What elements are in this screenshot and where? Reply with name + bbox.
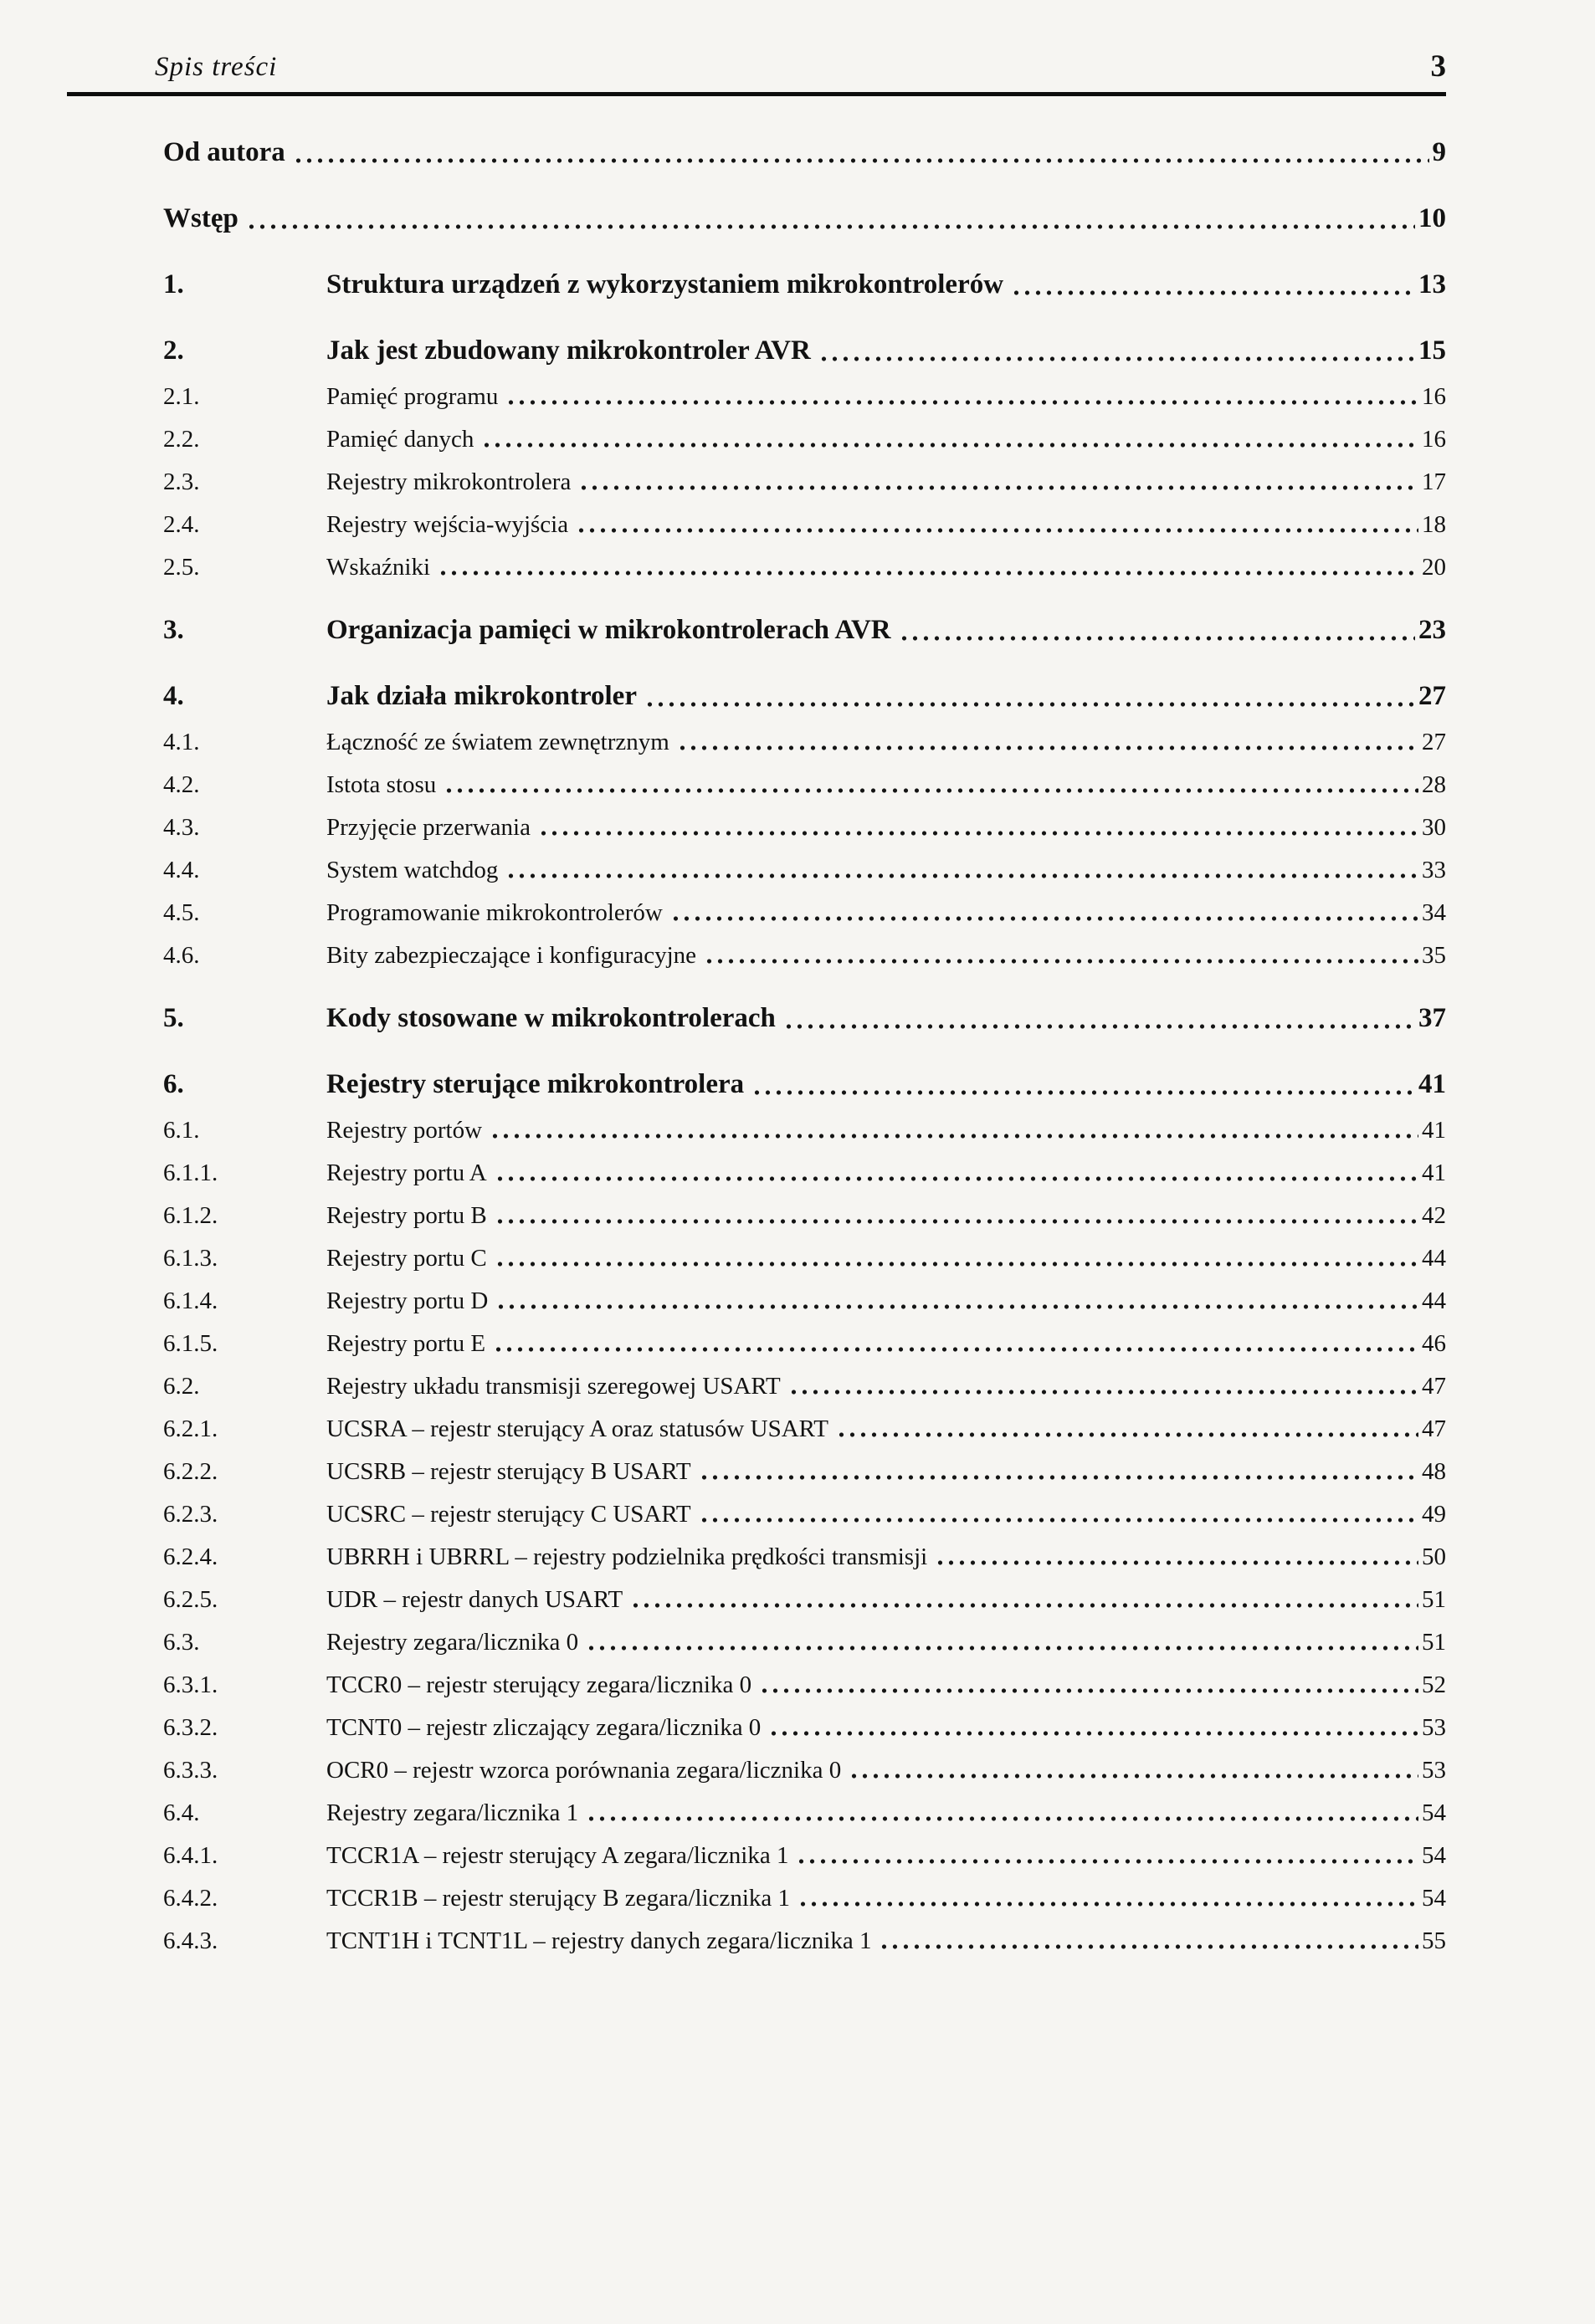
- toc-entry-title: UCSRA – rejestr sterujący A oraz statusów USART: [326, 1415, 828, 1442]
- toc-entry-number: 3.: [163, 615, 184, 645]
- toc-entry-page: 53: [1422, 1714, 1446, 1741]
- toc-dotted-leader: [481, 442, 1418, 448]
- toc-dotted-leader: [818, 356, 1415, 362]
- toc-entry-page: 54: [1422, 1842, 1446, 1869]
- toc-entry: [163, 811, 1446, 843]
- toc-entry: [163, 1584, 1446, 1615]
- toc-entry-number: 4.3.: [163, 814, 200, 841]
- toc-entry-page: 18: [1422, 511, 1446, 538]
- toc-dotted-leader: [836, 1431, 1418, 1438]
- toc-entry-page: 15: [1418, 335, 1446, 366]
- toc-entry-title: Pamięć danych: [326, 426, 474, 453]
- toc-entry: [163, 199, 1446, 238]
- toc-entry-title: Programowanie mikrokontrolerów: [326, 899, 663, 926]
- toc-entry-page: 51: [1422, 1586, 1446, 1613]
- toc-entry-title: UDR – rejestr danych USART: [326, 1586, 623, 1613]
- toc-entry: [163, 1712, 1446, 1743]
- toc-entry: [163, 999, 1446, 1037]
- toc-entry: [163, 939, 1446, 971]
- toc-entry: [163, 611, 1446, 649]
- toc-entry-title: Jak jest zbudowany mikrokontroler AVR: [326, 335, 811, 366]
- toc-entry-number: 6.2.5.: [163, 1586, 218, 1613]
- toc-entry-page: 27: [1422, 729, 1446, 755]
- toc-entry: [163, 1370, 1446, 1402]
- toc-entry: [163, 1114, 1446, 1146]
- toc-entry: [163, 1157, 1446, 1189]
- toc-entry-page: 33: [1422, 857, 1446, 883]
- toc-entry: [163, 1498, 1446, 1530]
- toc-dotted-leader: [293, 157, 1429, 164]
- toc-entry-number: 2.1.: [163, 383, 200, 410]
- toc-entry-title: Rejestry portu A: [326, 1159, 487, 1186]
- toc-entry-number: 2.5.: [163, 554, 200, 581]
- toc-entry-number: 4.1.: [163, 729, 200, 755]
- toc-entry-title: Od autora: [163, 137, 285, 167]
- toc-entry-number: 6.4.1.: [163, 1842, 218, 1869]
- toc-dotted-leader: [704, 958, 1418, 965]
- toc-entry-title: System watchdog: [326, 857, 499, 883]
- toc-entry-page: 41: [1422, 1117, 1446, 1144]
- toc-dotted-leader: [768, 1730, 1418, 1737]
- toc-entry-number: 4.2.: [163, 771, 200, 798]
- toc-entry-title: Rejestry zegara/licznika 1: [326, 1799, 579, 1826]
- toc-dotted-leader: [505, 399, 1418, 406]
- toc-entry: [163, 133, 1446, 171]
- toc-entry-title: UBRRH i UBRRL – rejestry podzielnika prędkości transmisji: [326, 1543, 928, 1570]
- toc-dotted-leader: [796, 1858, 1418, 1865]
- toc-entry-page: 51: [1422, 1629, 1446, 1656]
- toc-entry: [163, 1065, 1446, 1103]
- toc-entry-number: 6.: [163, 1069, 184, 1099]
- toc-entry-page: 35: [1422, 942, 1446, 969]
- toc-dotted-leader: [935, 1559, 1418, 1566]
- toc-entry-title: Bity zabezpieczające i konfiguracyjne: [326, 942, 697, 969]
- page-title: Spis treści: [155, 52, 278, 82]
- toc-entry: [163, 677, 1446, 715]
- toc-entry-number: 2.2.: [163, 426, 200, 453]
- toc-entry-page: 27: [1418, 681, 1446, 711]
- toc-entry-title: TCCR1B – rejestr sterujący B zegara/licznika 1: [326, 1885, 791, 1912]
- toc-entry-page: 20: [1422, 554, 1446, 581]
- toc-dotted-leader: [849, 1773, 1418, 1779]
- toc-entry-title: Rejestry portu C: [326, 1245, 487, 1272]
- toc-entry-title: Pamięć programu: [326, 383, 499, 410]
- toc-entry-title: TCCR1A – rejestr sterujący A zegara/licznika 1: [326, 1842, 789, 1869]
- toc-dotted-leader: [751, 1089, 1415, 1096]
- toc-entry-page: 13: [1418, 269, 1446, 299]
- toc-entry-number: 4.5.: [163, 899, 200, 926]
- toc-entry-page: 37: [1418, 1003, 1446, 1033]
- toc-dotted-leader: [495, 1303, 1418, 1310]
- toc-entry-title: Rejestry portu D: [326, 1287, 489, 1314]
- toc-entry-title: Istota stosu: [326, 771, 437, 798]
- toc-entry-page: 46: [1422, 1330, 1446, 1357]
- toc-dotted-leader: [899, 635, 1415, 642]
- toc-entry-number: 2.4.: [163, 511, 200, 538]
- toc-dotted-leader: [644, 701, 1415, 708]
- toc-entry-number: 6.4.3.: [163, 1927, 218, 1954]
- toc-entry: [163, 1882, 1446, 1914]
- toc-dotted-leader: [1011, 289, 1415, 296]
- toc-entry-page: 44: [1422, 1245, 1446, 1272]
- toc-dotted-leader: [495, 1218, 1418, 1225]
- toc-entry-page: 47: [1422, 1373, 1446, 1400]
- toc-entry: [163, 1541, 1446, 1573]
- toc-entry: [163, 331, 1446, 370]
- toc-entry-page: 28: [1422, 771, 1446, 798]
- toc-entry-page: 41: [1422, 1159, 1446, 1186]
- toc-entry-page: 23: [1418, 615, 1446, 645]
- toc-entry: [163, 1285, 1446, 1317]
- toc-entry-title: Wstęp: [163, 203, 238, 233]
- toc-dotted-leader: [576, 527, 1418, 534]
- toc-entry-title: Rejestry portów: [326, 1117, 483, 1144]
- toc-entry: [163, 1413, 1446, 1445]
- toc-dotted-leader: [490, 1133, 1418, 1139]
- toc-entry-title: TCNT0 – rejestr zliczający zegara/licznika 0: [326, 1714, 762, 1741]
- toc-dotted-leader: [538, 830, 1418, 837]
- toc-entry-page: 54: [1422, 1799, 1446, 1826]
- toc-entry-page: 10: [1418, 203, 1446, 233]
- page-number: 3: [1430, 49, 1446, 84]
- toc-dotted-leader: [759, 1687, 1418, 1694]
- toc-entry-page: 42: [1422, 1202, 1446, 1229]
- toc-entry: [163, 1840, 1446, 1871]
- toc-entry: [163, 509, 1446, 540]
- toc-entry-page: 49: [1422, 1501, 1446, 1528]
- toc-entry-title: Kody stosowane w mikrokontrolerach: [326, 1003, 776, 1033]
- toc-entry-number: 6.1.5.: [163, 1330, 218, 1357]
- toc-entry-title: Jak działa mikrokontroler: [326, 681, 637, 711]
- toc-entry-number: 6.2.2.: [163, 1458, 218, 1485]
- toc-dotted-leader: [586, 1645, 1418, 1651]
- toc-dotted-leader: [699, 1474, 1418, 1481]
- toc-entry-page: 44: [1422, 1287, 1446, 1314]
- toc-entry-page: 41: [1418, 1069, 1446, 1099]
- toc-entry-number: 6.2.: [163, 1373, 200, 1400]
- toc-dotted-leader: [444, 787, 1418, 794]
- toc-dotted-leader: [798, 1901, 1418, 1907]
- toc-entry-title: OCR0 – rejestr wzorca porównania zegara/licznika 0: [326, 1757, 842, 1784]
- toc-dotted-leader: [670, 915, 1418, 922]
- toc-entry: [163, 1669, 1446, 1701]
- toc-entry-title: Struktura urządzeń z wykorzystaniem mikrokontrolerów: [326, 269, 1004, 299]
- toc-dotted-leader: [699, 1517, 1418, 1523]
- toc-entry: [163, 1242, 1446, 1274]
- toc-entry: [163, 1328, 1446, 1359]
- toc-entry-number: 2.3.: [163, 468, 200, 495]
- toc-entry-page: 52: [1422, 1671, 1446, 1698]
- toc-entry-page: 34: [1422, 899, 1446, 926]
- toc-entry: [163, 854, 1446, 886]
- toc-entry-number: 5.: [163, 1003, 184, 1033]
- toc-entry-title: Rejestry wejścia-wyjścia: [326, 511, 569, 538]
- toc-entry-number: 6.3.: [163, 1629, 200, 1656]
- toc-entry-number: 6.4.: [163, 1799, 200, 1826]
- header-rule: [67, 92, 1446, 96]
- toc-entry-number: 6.3.3.: [163, 1757, 218, 1784]
- toc-entry-number: 6.1.2.: [163, 1202, 218, 1229]
- toc-entry-page: 30: [1422, 814, 1446, 841]
- toc-entry-title: UCSRC – rejestr sterujący C USART: [326, 1501, 691, 1528]
- toc-entry: [163, 381, 1446, 412]
- toc-entry-title: Rejestry zegara/licznika 0: [326, 1629, 579, 1656]
- toc-entry-number: 6.4.2.: [163, 1885, 218, 1912]
- toc-entry-number: 6.3.1.: [163, 1671, 218, 1698]
- toc-entry: [163, 1626, 1446, 1658]
- toc-dotted-leader: [586, 1815, 1418, 1822]
- toc-entry-number: 6.1.1.: [163, 1159, 218, 1186]
- toc-entry-number: 6.1.: [163, 1117, 200, 1144]
- toc-dotted-leader: [783, 1023, 1415, 1030]
- toc-entry: [163, 726, 1446, 758]
- toc-dotted-leader: [578, 484, 1418, 491]
- toc-entry-page: 17: [1422, 468, 1446, 495]
- toc-entry-title: Rejestry sterujące mikrokontrolera: [326, 1069, 745, 1099]
- toc-entry-page: 16: [1422, 426, 1446, 453]
- toc-entry-title: Przyjęcie przerwania: [326, 814, 531, 841]
- toc-entry: [163, 1925, 1446, 1957]
- toc-entry-title: Organizacja pamięci w mikrokontrolerach AVR: [326, 615, 891, 645]
- toc-entry-title: Łączność ze światem zewnętrznym: [326, 729, 669, 755]
- toc-entry-number: 6.2.3.: [163, 1501, 218, 1528]
- toc-entry-page: 16: [1422, 383, 1446, 410]
- toc-entry: [163, 1200, 1446, 1231]
- toc-entry-number: 6.1.4.: [163, 1287, 218, 1314]
- toc-entry: [163, 1797, 1446, 1829]
- toc-dotted-leader: [493, 1346, 1418, 1353]
- toc-entry-number: 4.6.: [163, 942, 200, 969]
- toc-entry-title: Rejestry układu transmisji szeregowej USART: [326, 1373, 781, 1400]
- toc-entry-title: Rejestry portu B: [326, 1202, 487, 1229]
- toc-entry: [163, 265, 1446, 304]
- toc-entry: [163, 466, 1446, 498]
- toc-entry-number: 1.: [163, 269, 184, 299]
- toc-entry-page: 47: [1422, 1415, 1446, 1442]
- toc-entry: [163, 769, 1446, 801]
- toc-dotted-leader: [438, 570, 1418, 576]
- toc-entry-number: 2.: [163, 335, 184, 366]
- toc-entry: [163, 1456, 1446, 1487]
- toc-dotted-leader: [879, 1943, 1418, 1950]
- page-header: [67, 50, 1446, 84]
- toc-entry-number: 4.: [163, 681, 184, 711]
- toc-entry-number: 6.2.4.: [163, 1543, 218, 1570]
- toc-entry-page: 55: [1422, 1927, 1446, 1954]
- toc-dotted-leader: [788, 1389, 1418, 1395]
- toc-entry-number: 4.4.: [163, 857, 200, 883]
- toc-dotted-leader: [495, 1175, 1418, 1182]
- toc-entry-page: 9: [1432, 137, 1446, 167]
- toc-entry-number: 6.2.1.: [163, 1415, 218, 1442]
- toc-entry-page: 53: [1422, 1757, 1446, 1784]
- toc-dotted-leader: [630, 1602, 1418, 1609]
- toc-entry: [163, 897, 1446, 929]
- toc-entry-title: Rejestry mikrokontrolera: [326, 468, 572, 495]
- toc-dotted-leader: [246, 223, 1415, 230]
- toc-entry-page: 54: [1422, 1885, 1446, 1912]
- toc-entry: [163, 423, 1446, 455]
- toc-dotted-leader: [495, 1261, 1418, 1267]
- toc-entry-page: 50: [1422, 1543, 1446, 1570]
- toc-dotted-leader: [505, 873, 1418, 879]
- toc-entry-title: TCNT1H i TCNT1L – rejestry danych zegara/licznika 1: [326, 1927, 872, 1954]
- toc-entry: [163, 1754, 1446, 1786]
- toc-entry-page: 48: [1422, 1458, 1446, 1485]
- toc-list: [67, 133, 1446, 1957]
- toc-entry-title: TCCR0 – rejestr sterujący zegara/licznika 0: [326, 1671, 752, 1698]
- toc-entry-title: UCSRB – rejestr sterujący B USART: [326, 1458, 691, 1485]
- toc-dotted-leader: [677, 745, 1418, 751]
- toc-entry-number: 6.1.3.: [163, 1245, 218, 1272]
- toc-entry-number: 6.3.2.: [163, 1714, 218, 1741]
- toc-entry: [163, 551, 1446, 583]
- toc-entry-title: Wskaźniki: [326, 554, 431, 581]
- toc-entry-title: Rejestry portu E: [326, 1330, 486, 1357]
